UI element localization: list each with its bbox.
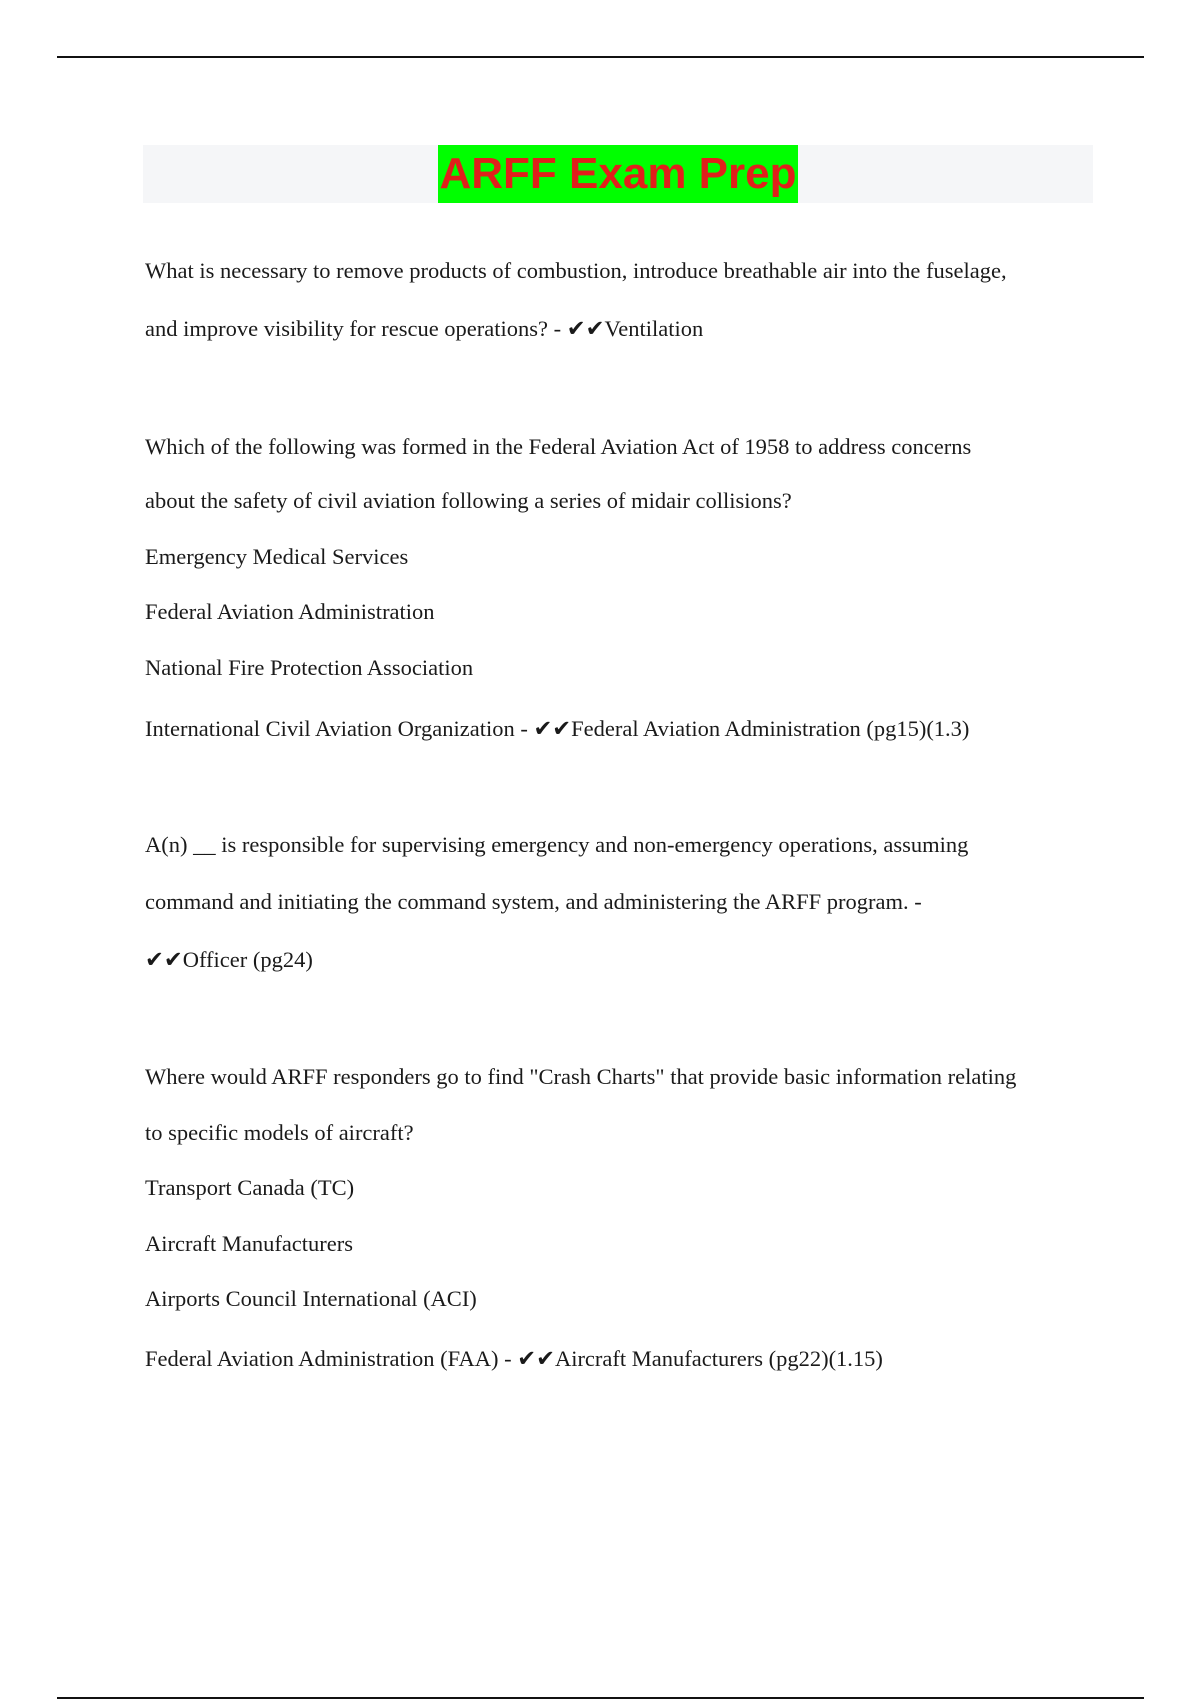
question-3-answer: ✔✔Officer (pg24) bbox=[145, 947, 313, 972]
document-title: ARFF Exam Prep bbox=[438, 145, 799, 203]
question-2-option-1: Emergency Medical Services bbox=[145, 544, 409, 569]
question-2-text-line-2: about the safety of civil aviation following a series of midair collisions? bbox=[145, 488, 792, 513]
question-4-option-2: Aircraft Manufacturers bbox=[145, 1231, 354, 1256]
question-2-text-line-1: Which of the following was formed in the Federal Aviation Act of 1958 to address concerns bbox=[145, 434, 972, 459]
question-4-option-3: Airports Council International (ACI) bbox=[145, 1286, 477, 1311]
question-4-option-1: Transport Canada (TC) bbox=[145, 1175, 355, 1200]
question-4-option-4-answer: Federal Aviation Administration (FAA) - ✔✔Aircraft Manufacturers (pg22)(1.15) bbox=[145, 1346, 883, 1371]
question-3-text-line-1: A(n) __ is responsible for supervising emergency and non-emergency operations, assuming bbox=[145, 832, 969, 857]
question-2-option-2: Federal Aviation Administration bbox=[145, 599, 435, 624]
title-band bbox=[143, 145, 1093, 203]
top-rule bbox=[57, 56, 1144, 58]
question-4-text-line-1: Where would ARFF responders go to find "Crash Charts" that provide basic information relating bbox=[145, 1064, 1017, 1089]
question-3-text-line-2: command and initiating the command system, and administering the ARFF program. - bbox=[145, 889, 922, 914]
question-2-option-3: National Fire Protection Association bbox=[145, 655, 474, 680]
bottom-rule bbox=[57, 1697, 1144, 1699]
question-1-text-line-2-answer: and improve visibility for rescue operations? - ✔✔Ventilation bbox=[145, 316, 704, 341]
question-2-option-4-answer: International Civil Aviation Organization - ✔✔Federal Aviation Administration (pg15)(1.3) bbox=[145, 716, 970, 741]
question-1-text-line-1: What is necessary to remove products of combustion, introduce breathable air into the fuselage, bbox=[145, 258, 1007, 283]
question-4-text-line-2: to specific models of aircraft? bbox=[145, 1120, 414, 1145]
